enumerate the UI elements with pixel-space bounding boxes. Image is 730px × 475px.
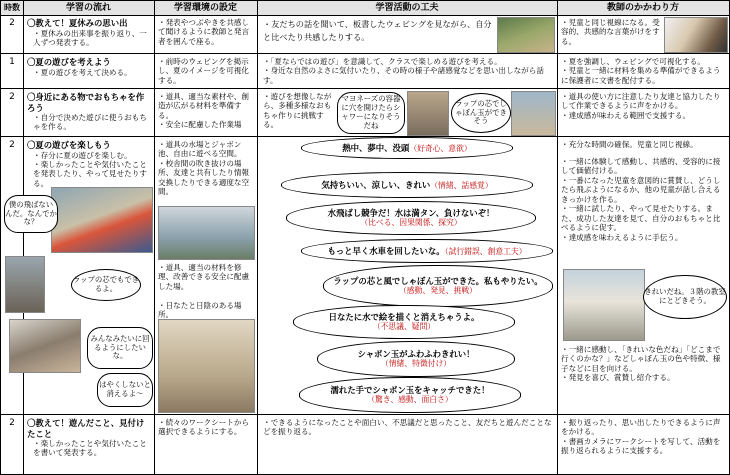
header-flow: 学習の流れ [23, 1, 154, 16]
row5-env: ・続々のワークシートから選択できるようにする。 [158, 418, 250, 437]
header-activity: 学習活動の工夫 [257, 1, 557, 16]
bubble-sky-photo [563, 269, 645, 341]
row5-activity: ・できるようになったことや面白い、不思議だと思ったこと、友だちと遊んだことなどを振り返る。 [263, 418, 552, 437]
bubble-wrap-core: ラップの芯でしゃぼん玉ができそう [451, 93, 511, 133]
row2-flow-sub: ・夏の遊びを考えて決める。 [33, 67, 132, 77]
cloud-focus [301, 137, 513, 159]
row1-flow-sub: ・夏休みの出来事を振り返り、一人ずつ発表する。 [33, 28, 147, 47]
cloud-focus-kw: （好奇心、意欲） [409, 143, 472, 153]
cloud-feel-main: 気持ちいい、涼しい、きれい [321, 179, 431, 190]
row4-teacher2: ・一緒に体験して感動し、共感的、受容的に接して価値付ける。 ・一番になった児童を意図的に賞賛し、どうしたら飛ぶようになるか、他の児童が話し合えるきっかけを作る。 ・一緒に試したり、やって見せたりする。また、成功した友達を見て、自分のおもちゃと比べるように促す。 ・達成感を味わえるように手伝う。 [561, 157, 721, 242]
row2-flow-title: 〇夏の遊びを考えよう [27, 57, 111, 67]
teacher-photo [664, 17, 728, 53]
cloud-sun-kw: （不思議、疑問） [372, 322, 436, 332]
cloud-sun-main: 日なたに水で絵を描くと消えちゃうよ。 [328, 311, 480, 322]
row4-env: ・道具の水場とジャボン池、自由に遊べる空間。 ・校舎間の吹き抜けの場所、友達と共有したり情報交換したりできる適度な空間。 [158, 140, 250, 197]
cloud-bubbles [317, 341, 515, 377]
bubble-mayonnaise: マヨネーズの容器に穴を開けたらシャワーになりそうだね [337, 92, 405, 134]
cloud-race-main: 水飛ばし競争だ！水は満タン、負けないぞ！ [327, 207, 495, 218]
row5-hours: 2 [9, 418, 15, 428]
row2-teacher: ・夏を強調し、ウェビングで可視化する。 ・児童と一緒に材料を集める準備ができるように保護者に文書を配付する。 [561, 57, 721, 85]
row1-flow-title: 〇教えて！夏休みの思い出 [27, 18, 128, 28]
cloud-waterwheel-kw: （試行錯誤、創意工夫） [444, 246, 527, 256]
row4-teacher3: ・一緒に感動し、「きれいな色だね」「どこまで行くのかな？」などしゃぼん玉の色や特徴、様子などに目を向ける。 ・発見を喜び、賞賛し紹介する。 [561, 345, 721, 383]
header-teacher: 教師のかかわり方 [557, 1, 729, 16]
row2-activity: ・「夏ならではの遊び」を意識して、クラスで楽しめる遊びを考える。 ・身近な自然のよさに気付いたり、その時の様子や諸感覚などを思い出しながら話す。 [263, 57, 544, 85]
row2-env: ・前時のウェビングを掲示し、夏のイメージを可視化する。 [158, 57, 249, 85]
header-env: 学習環境の設定 [154, 1, 257, 16]
summer-photo [497, 17, 555, 53]
play-photo-1 [51, 187, 153, 253]
row1-env: ・発表やつぶやきを共感して聞けるように教師と発言者を囲んで座る。 [158, 18, 250, 46]
bubble-wrap-ok: ラップの芯でもできるよ。 [71, 269, 141, 301]
row5-flow-sub: ・楽しかったことや気付いたことを書いて発表する。 [33, 439, 147, 458]
row4-env2: ・道具、適当の材料を修理、改善できる安全に配慮した場。 [158, 263, 250, 291]
row3-flow-sub: ・自分で決めた遊びに使うおもちゃを作る。 [33, 113, 147, 132]
row5-flow-title: 〇教えて！遊んだこと、見付けたこと [27, 418, 145, 439]
row2-hours: 1 [9, 57, 15, 67]
row3-activity: ・遊びを想像しながら、多種多様なおもちゃ作りに挑戦する。 [263, 92, 332, 130]
cloud-catch-kw: （驚き、感動、面白さ） [367, 395, 453, 405]
row4-teacher: ・充分な時間の確保。児童と同じ視線。 [561, 140, 698, 149]
row3-hours: 2 [9, 92, 15, 102]
cloud-waterwheel [301, 239, 553, 263]
cloud-catch [299, 377, 521, 413]
row4-env3: ・日なたと日陰のある場所。 [158, 301, 242, 320]
row4-flow-title: 〇夏の遊びを楽しもう [27, 140, 111, 150]
cloud-feel-kw: （情緒、話感覚） [430, 180, 493, 190]
play-photo-3 [9, 319, 81, 373]
cloud-feel [281, 172, 533, 198]
cloud-soap [323, 265, 553, 307]
cloud-sun [293, 305, 515, 339]
bubble-not-flying: 僕の飛ばない んだ。なんでかな？ [4, 195, 58, 233]
row3-teacher: ・道具の使い方に注意したり友達と協力したりして作業できるように声をかける。 ・達成感が味わえる範囲で支援する。 [561, 92, 721, 120]
header-hours: 時数 [1, 1, 23, 16]
cloud-focus-main: 熱中、夢中、没頭 [342, 142, 410, 153]
play-photo-2 [5, 256, 45, 313]
cloud-race [286, 201, 536, 235]
water-area-photo [158, 206, 255, 260]
cloud-bubbles-main: シャボン玉がふわふわきれい！ [357, 348, 475, 359]
cloud-waterwheel-main: もっと早く水車を回したいな。 [327, 245, 445, 256]
cloud-race-kw: （比べる、因果関係、探究） [360, 218, 462, 228]
cloud-soap-kw: （感動、発見、挑戦） [399, 286, 477, 296]
bubble-spin: みんなみたいに回るようにしたいな。 [87, 327, 153, 369]
row1-hours: 2 [9, 18, 15, 28]
row4-hours: 2 [9, 140, 15, 150]
bubble-pretty: きれいだね。３階の教室にとどきそう。 [643, 275, 727, 319]
row4-flow-sub: ・存分に夏の遊びを楽しむ。 ・楽しかったことや気付いたことを発表したり、やって見せたりする。 [33, 150, 147, 188]
cloud-bubbles-kw: （情緒、特徴付け） [380, 359, 452, 369]
craft-photo-1 [407, 91, 449, 136]
bubble-hurry: はやくしないと消えるよ～ [97, 373, 153, 407]
shade-area-photo [158, 319, 255, 413]
row3-env: ・道具、適当な素材や、創造が広がる材料を準備する。 ・安全に配慮した作業場 [158, 92, 249, 130]
row5-teacher: ・振り返ったり、思い出したりできるように声をかける。 ・書画カメラにワークシートを写して、活動を振り返られるように支援する。 [561, 418, 721, 456]
row1-activity: ・友だちの話を聞いて、板書したウェビングを見ながら、自分と比べたり共感したりする。 [263, 19, 492, 42]
row1-teacher: ・児童と同じ視線になる。受容的、共感的な言葉がけをする。 [561, 18, 660, 46]
craft-photo-2 [511, 91, 556, 136]
cloud-soap-main: ラップの芯と風でしゃぼん玉ができた。私もやりたい。 [333, 275, 543, 286]
row3-flow-title: 〇身近にある物でおもちゃを作ろう [27, 92, 145, 113]
cloud-catch-main: 濡れた手でシャボン玉をキャッチできた！ [330, 384, 490, 395]
